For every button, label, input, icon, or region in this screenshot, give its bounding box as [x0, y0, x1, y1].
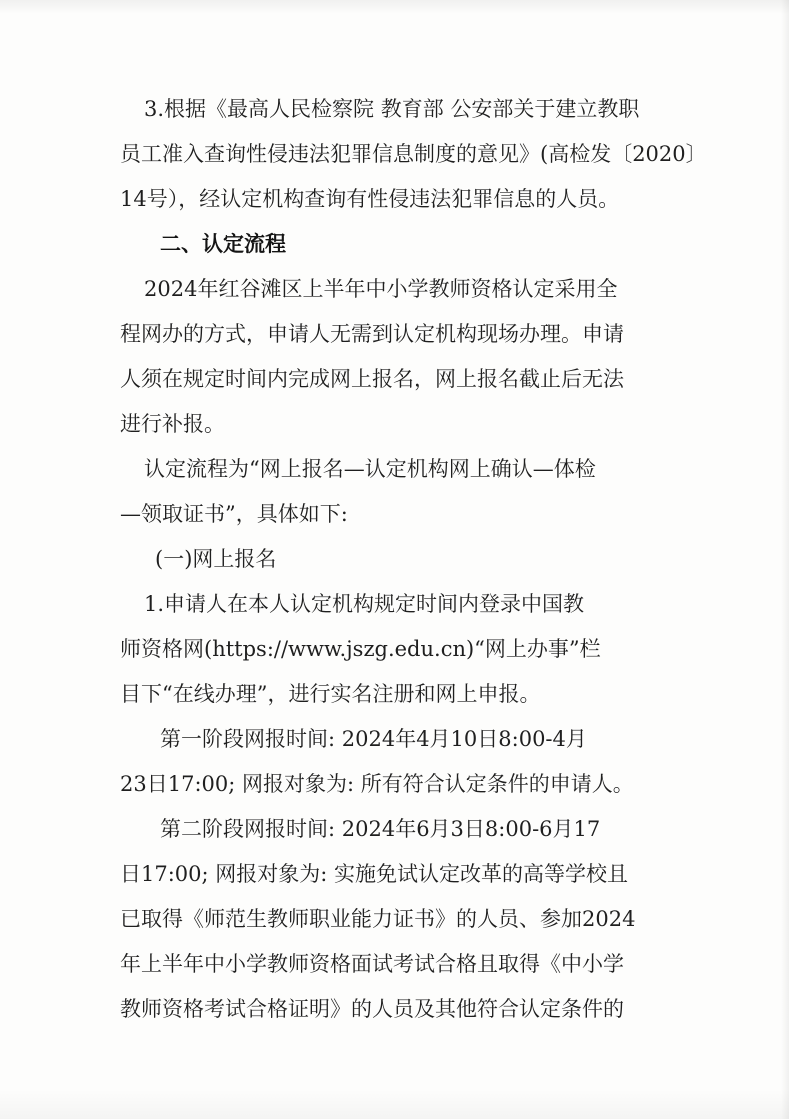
section-heading: 二、认定流程 [160, 232, 286, 256]
paragraph-line: —领取证书”，具体如下: [120, 502, 348, 526]
paragraph-line: 2024年红谷滩区上半年中小学教师资格认定采用全 [144, 277, 618, 301]
paragraph-line: 师资格网(https://www.jszg.edu.cn)“网上办事”栏 [120, 637, 601, 661]
paragraph-line: 1.申请人在本人认定机构规定时间内登录中国教 [144, 592, 585, 616]
subsection-heading: (一)网上报名 [155, 547, 277, 571]
paragraph-line: 23日17:00; 网报对象为: 所有符合认定条件的申请人。 [120, 772, 634, 796]
paragraph-line: 人须在规定时间内完成网上报名，网上报名截止后无法 [120, 367, 624, 391]
scan-shadow-top [0, 0, 789, 14]
paragraph-line: 3.根据《最高人民检察院 教育部 公安部关于建立教职 [144, 97, 640, 121]
paragraph-line: 员工准入查询性侵违法犯罪信息制度的意见》(高检发〔2020〕 [120, 142, 707, 166]
paragraph-line: 第一阶段网报时间: 2024年4月10日8:00-4月 [160, 727, 587, 751]
paragraph-line: 教师资格考试合格证明》的人员及其他符合认定条件的 [120, 997, 624, 1021]
paragraph-line: 认定流程为“网上报名—认定机构网上确认—体检 [144, 457, 596, 481]
paragraph-line: 进行补报。 [120, 412, 225, 436]
paragraph-line: 已取得《师范生教师职业能力证书》的人员、参加2024 [120, 907, 636, 931]
scan-shadow-bottom [0, 1089, 789, 1119]
scan-shadow-right [781, 0, 789, 1119]
paragraph-line: 目下“在线办理”，进行实名注册和网上申报。 [120, 682, 541, 706]
paragraph-line: 14号），经认定机构查询有性侵违法犯罪信息的人员。 [120, 187, 620, 211]
paragraph-line: 年上半年中小学教师资格面试考试合格且取得《中小学 [120, 952, 624, 976]
paragraph-line: 日17:00; 网报对象为: 实施免试认定改革的高等学校且 [120, 862, 629, 886]
paragraph-line: 程网办的方式，申请人无需到认定机构现场办理。申请 [120, 322, 624, 346]
paragraph-line: 第二阶段网报时间: 2024年6月3日8:00-6月17 [160, 817, 601, 841]
